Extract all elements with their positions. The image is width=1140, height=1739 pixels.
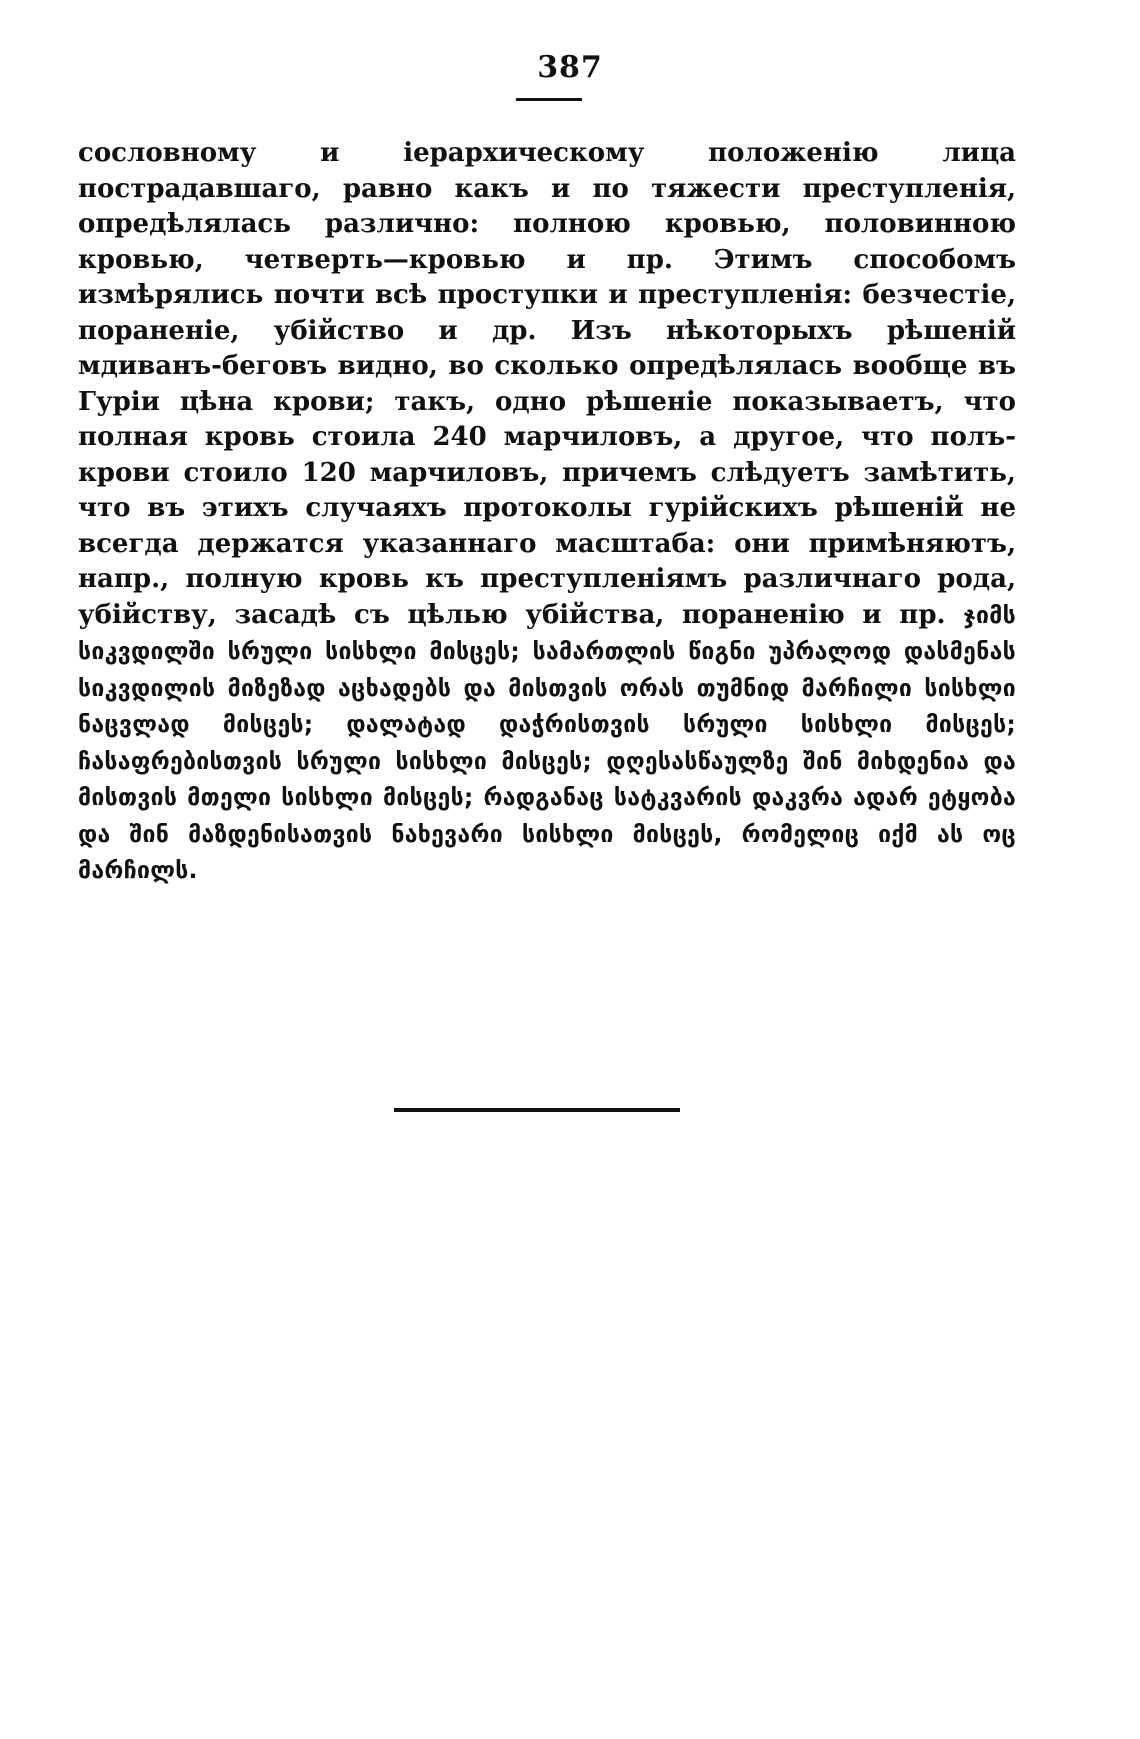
georgian-paragraph: ჯიმს სიკვდილში სრული სისხლი მისცეს; სამართლის წიგნი უპრალოდ დასმენას სიკვდილის მიზეზად აცხადებს და მისთვის ორას თუმნიდ მარჩილი სისხლი ნაცვლად მისცეს; დალატად დაჭრისთვის სრული სისხლი მისცეს; ჩასაფრებისთვის სრული სისხლი მისცეს; დღესასწაულზე შინ მიხდენია და მისთვის მთელი სისხლი მისცეს; რადგანაც სატკვარის დაკვრა ადარ ეტყობა და შინ მაზდენისათვის ნახევარი სისხლი მისცეს, რომელიც იქმ ას ოც მარჩილს. [78,602,1016,884]
russian-paragraph: сословному и іерархическому положенію лица пострадавшаго, равно какъ и по тяжести преступленія, опредѣлялась различно: полною кровью, половинною кровью, четверть—кровью и пр. Этимъ способомъ измѣрялись почти всѣ проступки и преступленія: безчестіе, пораненіе, убійство и др. Изъ нѣкоторыхъ рѣшеній мдиванъ-беговъ видно, во сколько опредѣлялась вообще въ Гуріи цѣна крови; такъ, одно рѣшеніе показываетъ, что полная кровь стоила 240 марчиловъ, а другое, что полъ-крови стоило 120 марчиловъ, причемъ слѣдуетъ замѣтить, что въ этихъ случаяхъ протоколы гурійскихъ рѣшеній не всегда держатся указаннаго масштаба: они примѣняютъ, напр., полную кровь къ преступленіямъ различнаго рода, убійству, засадѣ съ цѣлью убійства, пораненію и пр. [78,138,1016,630]
body-text [78,136,1016,890]
page-number: 387 [537,50,603,85]
page-number-underline [516,98,582,101]
section-end-rule [394,1108,680,1112]
